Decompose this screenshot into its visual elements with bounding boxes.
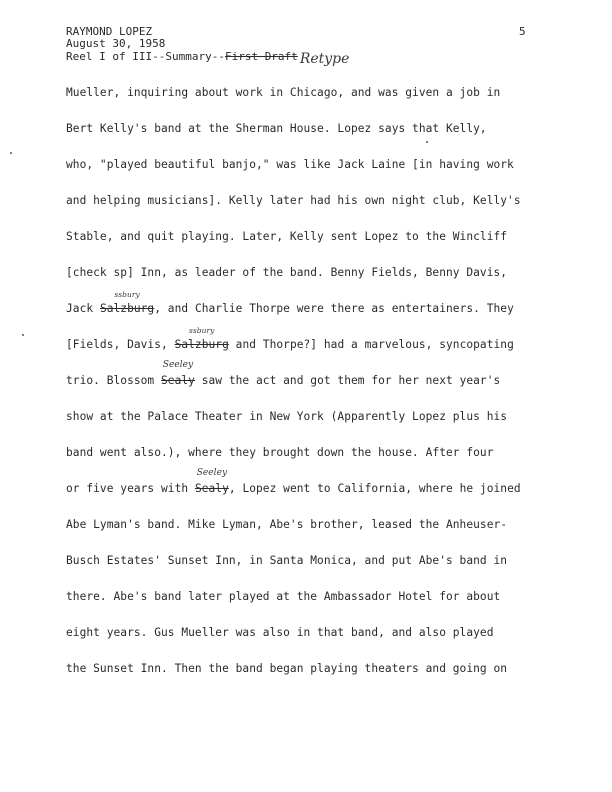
- salzburg-correction: [99, 290, 155, 316]
- line-8-start: [Fields, Davis,: [66, 338, 175, 351]
- page-number: 5: [519, 25, 526, 38]
- text-line-5: Stable, and quit playing. Later, Kelly sent Lopez to the Wincliff: [66, 230, 508, 243]
- line-9-start: trio. Blossom: [66, 374, 161, 387]
- handwritten-seeley: Seeley: [162, 360, 194, 370]
- line-7-start: Jack: [66, 302, 100, 315]
- scan-speck: [426, 141, 428, 143]
- text-line-14: Busch Estates' Sunset Inn, in Santa Monica, and put Abe's band in: [66, 554, 508, 567]
- line-9-end: saw the act and got them for her next year's: [194, 374, 501, 387]
- text-line-2: Bert Kelly's band at the Sherman House. Lopez says that Kelly,: [66, 122, 487, 135]
- sealy-correction-2: [194, 468, 229, 496]
- text-line-3: who, "played beautiful banjo," was like Jack Laine [in having work: [66, 158, 514, 171]
- struck-sealy: Sealy: [161, 374, 195, 387]
- text-line-17: the Sunset Inn. Then the band began playing theaters and going on: [66, 662, 508, 675]
- struck-sealy-2: Sealy: [194, 482, 229, 495]
- line-8-end: and Thorpe?] had a marvelous, syncopating: [228, 338, 514, 351]
- reel-prefix: Reel I of III--Summary--: [66, 50, 225, 63]
- text-line-4: and helping musicians]. Kelly later had his own night club, Kelly's: [66, 194, 521, 207]
- text-line-1: Mueller, inquiring about work in Chicago, and was given a job in: [66, 86, 501, 99]
- text-line-16: eight years. Gus Mueller was also in that band, and also played: [66, 626, 494, 639]
- line-12-end: , Lopez went to California, where he joined: [228, 482, 521, 495]
- line-7-end: , and Charlie Thorpe were there as entertainers. They: [154, 302, 514, 315]
- salzburg-correction-2: [174, 326, 229, 352]
- text-line-8: [66, 326, 514, 352]
- struck-salzburg-2: Salzburg: [174, 338, 229, 351]
- text-line-10: show at the Palace Theater in New York (Apparently Lopez plus his: [66, 410, 508, 423]
- handwritten-retype-note: Retype: [299, 51, 350, 67]
- struck-salzburg: Salzburg: [99, 302, 155, 315]
- text-line-13: Abe Lyman's band. Mike Lyman, Abe's brother, leased the Anheuser-: [66, 518, 508, 531]
- interviewee-name: RAYMOND LOPEZ: [66, 25, 153, 38]
- handwritten-seeley-2: Seeley: [196, 468, 228, 478]
- text-line-9: [66, 360, 501, 388]
- text-line-7: [66, 290, 514, 316]
- handwritten-ssbury-2: ssbury: [188, 326, 215, 335]
- handwritten-ssbury: ssbury: [114, 290, 140, 299]
- sealy-correction: [161, 360, 195, 388]
- interview-date: August 30, 1958: [66, 37, 166, 50]
- text-line-6: [check sp] Inn, as leader of the band. Benny Fields, Benny Davis,: [66, 266, 508, 279]
- text-line-12: [66, 468, 521, 496]
- scan-speck: [10, 152, 12, 154]
- text-line-11: band went also.), where they brought down the house. After four: [66, 446, 494, 459]
- line-12-start: or five years with: [66, 482, 195, 495]
- scan-speck: [22, 334, 24, 336]
- struck-first-draft: First Draft: [224, 50, 298, 63]
- text-line-15: there. Abe's band later played at the Ambassador Hotel for about: [66, 590, 501, 603]
